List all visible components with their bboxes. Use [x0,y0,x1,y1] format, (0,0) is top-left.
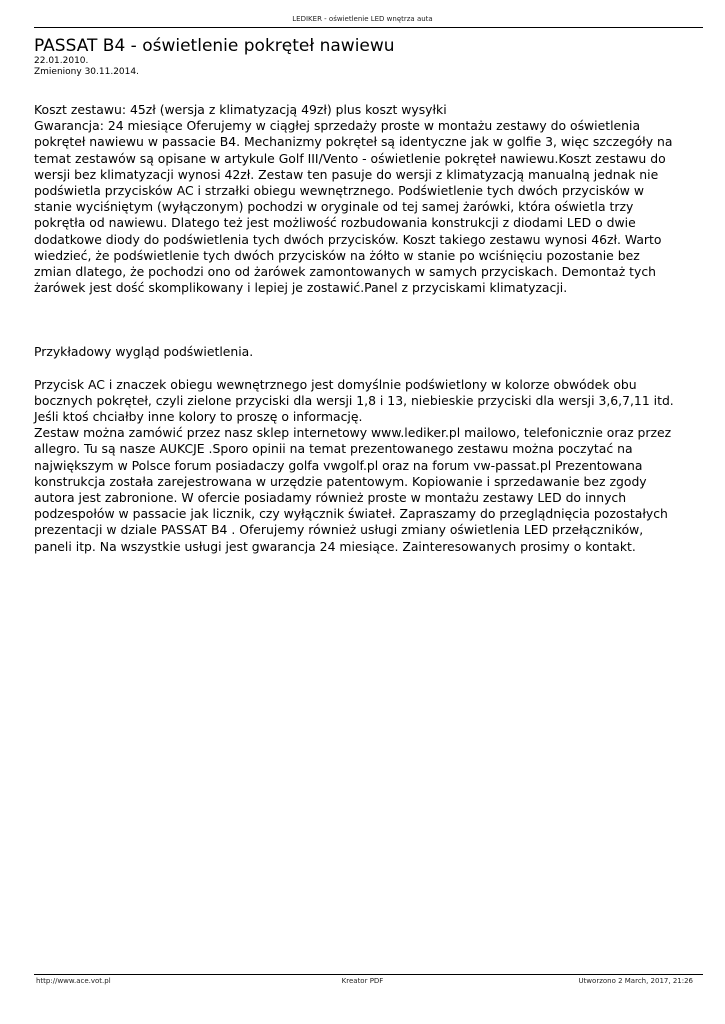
colors-paragraph: Przycisk AC i znaczek obiegu wewnętrznego jest domyślnie podświetlony w kolorze obwódek obu bocznych pokręteł, czyli zielone przyciski dla wersji 1,8 i 13, niebieskie przyciski dla wersji 3,6,7,11 itd. Jeśli ktoś chciałby inne kolory to proszę o informację. [34,376,674,425]
description-paragraph: Gwarancja: 24 miesiące Oferujemy w ciągłej sprzedaży proste w montażu zestawy do oświetlenia pokręteł nawiewu w passacie B4. Mechanizmy pokręteł są identyczne jak w golfie 3, więc szczegóły na temat zestawów są opisane w artykule Golf III/Vento - oświetlenie pokręteł nawiewu.Koszt zestawu do wersji bez klimatyzacji wynosi 42zł. Zestaw ten pasuje do wersji z klimatyzacją manualną jednak nie podświetla przycisków AC i strzałki obiegu wewnętrznego. Podświetlenie tych dwóch przycisków w stanie wyciśniętym (wyłączonym) pochodzi w oryginale od tej samej żarówki, która oświetla trzy pokrętła od nawiewu. Dlatego też jest możliwość rozbudowania konstrukcji z diodami LED o dwie dodatkowe diody do podświetlenia tych dwóch przycisków. Koszt takiego zestawu wynosi 46zł. Warto wiedzieć, że podświetlenie tych dwóch przycisków na żółto w stanie po wciśnięciu pozostanie bez zmian dlatego, że pochodzi ono od żarówek zamontowanych w samych przyciskach. Demontaż tych żarówek jest dość skomplikowany i lepiej je zostawić.Panel z przyciskami klimatyzacji. [34,118,673,296]
article-body [34,102,674,555]
example-caption: Przykładowy wygląd podświetlenia. [34,344,254,360]
image-placeholder-gap [34,296,674,344]
footer-generator: Kreator PDF [341,977,384,985]
article-created-date: 22.01.2010. [34,56,89,66]
footer-url[interactable]: http://www.ace.vot.pl [36,977,111,985]
ordering-paragraph: Zestaw można zamówić przez nasz sklep internetowy www.lediker.pl mailowo, telefonicznie oraz przez allegro. Tu są nasze AUKCJE .Sporo opinii na temat prezentowanego zestawu można poczytać na największym w Polsce forum posiadaczy golfa vwgolf.pl oraz na forum vw-passat.pl Prezentowana konstrukcja została zarejestrowana w urzędzie patentowym. Kopiowanie i sprzedawanie bez zgody autora jest zabronione. W ofercie posiadamy również proste w montażu zestawy LED do innych podzespołów w passacie jak licznik, czy wyłącznik świateł. Zapraszamy do przeglądnięcia pozostałych prezentacji w dziale PASSAT B4 . Oferujemy również usługi zmiany oświetlenia LED przełączników, paneli itp. Na wszystkie usługi jest gwarancja 24 miesiące. Zainteresowanych prosimy o kontakt. [34,425,672,554]
spacer [34,361,674,377]
article-modified-date: Zmieniony 30.11.2014. [34,67,139,77]
article-title: PASSAT B4 - oświetlenie pokręteł nawiewu [34,36,395,56]
footer-created-date: Utworzono 2 March, 2017, 21:26 [578,977,693,985]
page-header-title: LEDIKER - oświetlenie LED wnętrza auta [292,15,433,23]
footer-divider [34,974,703,975]
header-divider [34,27,703,28]
price-paragraph: Koszt zestawu: 45zł (wersja z klimatyzacją 49zł) plus koszt wysyłki [34,102,447,117]
